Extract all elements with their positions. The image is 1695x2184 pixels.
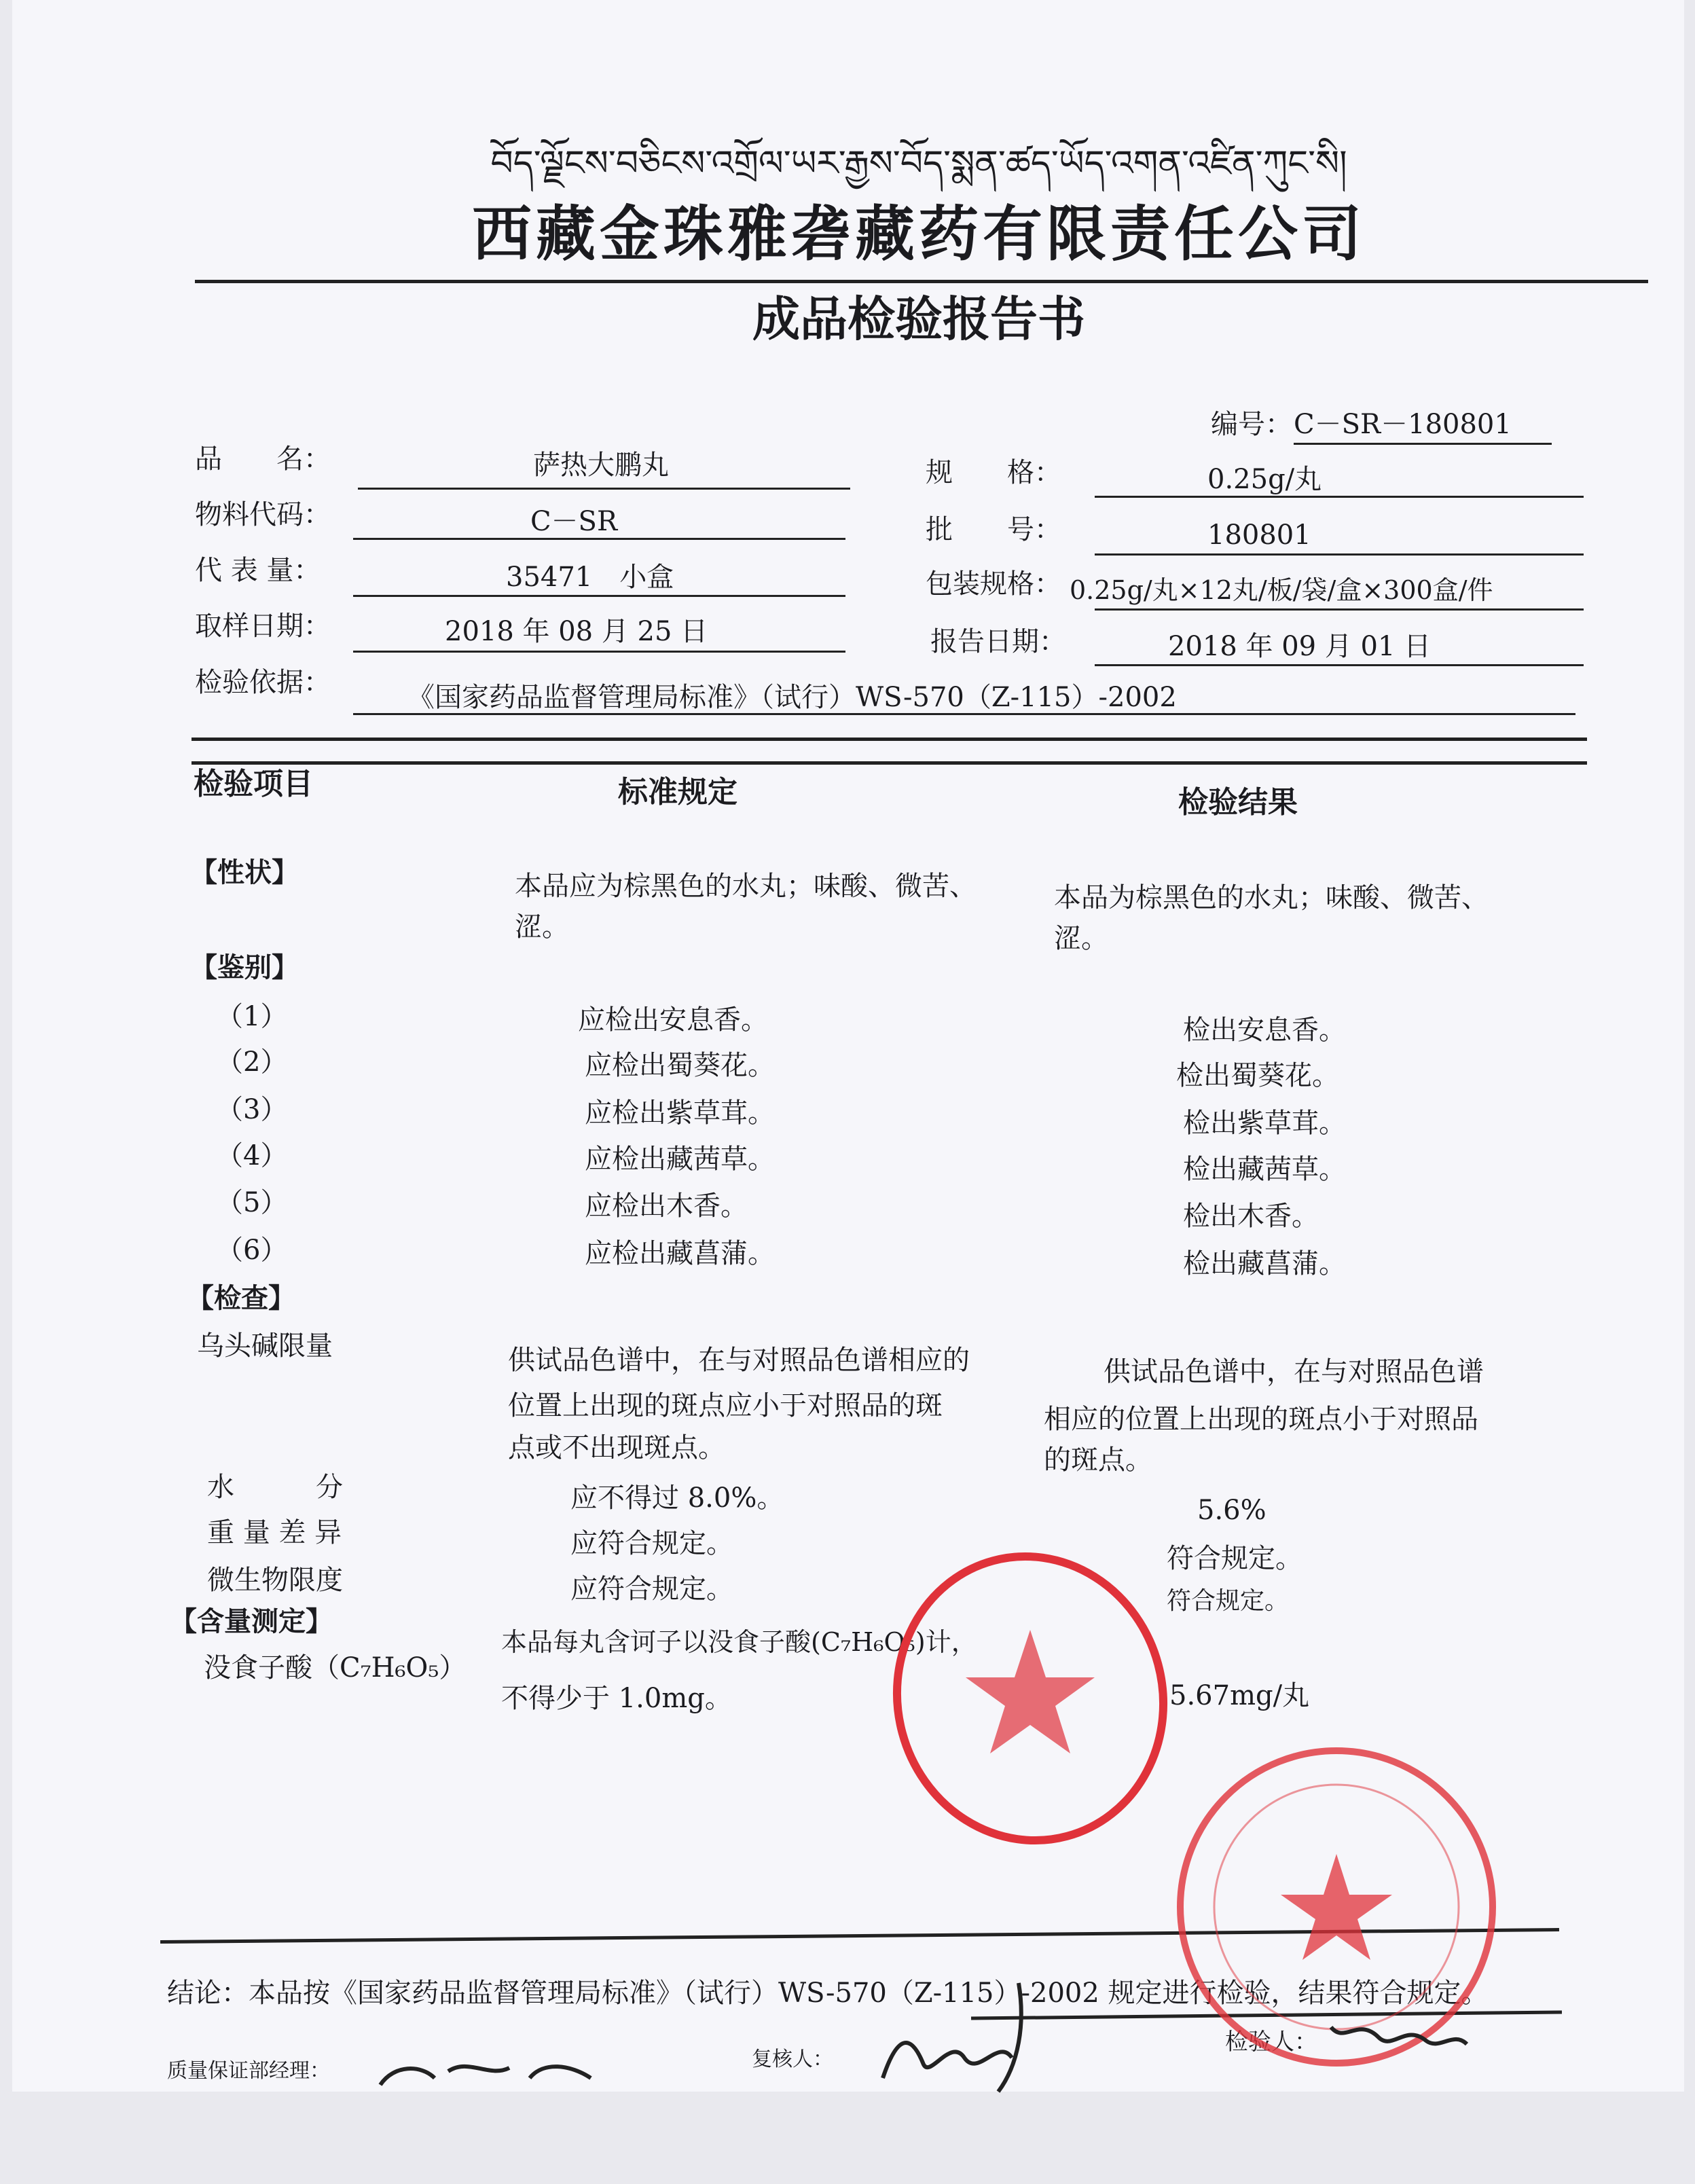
section-identification: 【鉴别】: [190, 951, 299, 983]
microbe-label: 微生物限度: [207, 1565, 343, 1596]
basis-label: 检验依据：: [195, 667, 331, 698]
product-name: 萨热大鹏丸: [533, 450, 669, 481]
qa-manager-label: 质量保证部经理：: [167, 2059, 330, 2083]
id-number: （6）: [216, 1235, 288, 1266]
std-text: 应不得过 8.0%。: [570, 1482, 784, 1514]
report-date: 2018 年 09 月 01 日: [1168, 631, 1432, 662]
std-text: 本品每丸含诃子以没食子酸(C₇H₆O₅)计，: [501, 1627, 977, 1657]
report-date-label: 报告日期：: [930, 626, 1066, 657]
id-number: （1）: [216, 1001, 288, 1032]
spec-label: 规 格：: [926, 457, 1061, 488]
result-text: 检出蜀葵花。: [1176, 1060, 1339, 1091]
signature-reviewer: [883, 1983, 1021, 2092]
tibetan-company-name: བོད་ལྗོངས་བཅིངས་འགྲོལ་ཡར་རྒྱས་བོད་སྨན་ཚད་ཡོད་འགན་འཛིན་ཀུང་སི།: [490, 143, 1347, 184]
result-text: 本品为棕黑色的水丸；味酸、微苦、: [1054, 882, 1489, 913]
std-text: 供试品色谱中，在与对照品色谱相应的: [508, 1345, 970, 1376]
std-text: 应检出藏菖蒲。: [585, 1238, 775, 1269]
id-number: （4）: [216, 1140, 288, 1171]
signature-inspector: [1331, 2027, 1467, 2044]
quality-stamp: [865, 1527, 1195, 1871]
result-text: 供试品色谱中，在与对照品色谱: [1104, 1356, 1484, 1387]
inspector-label: 检验人：: [1225, 2028, 1317, 2056]
weight-label: 重 量 差 异: [207, 1517, 342, 1548]
id-number: （2）: [216, 1046, 288, 1078]
id-number: （5）: [216, 1187, 288, 1218]
section-inspection: 【检查】: [187, 1282, 295, 1314]
std-text: 应检出藏茜草。: [585, 1144, 775, 1175]
std-text: 涩。: [515, 911, 569, 943]
std-text: 应检出木香。: [585, 1190, 748, 1222]
company-qa-stamp: [1180, 1751, 1493, 2063]
quantity-label: 代 表 量：: [195, 555, 321, 586]
sample-date: 2018 年 08 月 25 日: [445, 616, 708, 647]
std-text: 位置上出现的斑点应小于对照品的斑: [508, 1390, 943, 1421]
result-text: 5.67mg/丸: [1169, 1680, 1310, 1711]
conclusion: 结论：本品按《国家药品监督管理局标准》（试行）WS-570（Z-115）-2002 规定进行检验，结果符合规定。: [167, 1978, 1489, 2009]
result-text: 5.6%: [1197, 1495, 1266, 1526]
result-text: 相应的位置上出现的斑点小于对照品: [1044, 1404, 1478, 1435]
std-text: 点或不出现斑点。: [508, 1432, 725, 1463]
package-spec: 0.25g/丸×12丸/板/袋/盒×300盒/件: [1070, 575, 1493, 605]
moisture-label: 水 分: [207, 1472, 343, 1503]
std-text: 应检出蜀葵花。: [585, 1050, 775, 1081]
result-text: 检出紫草茸。: [1183, 1108, 1346, 1139]
section-assay: 【含量测定】: [170, 1605, 333, 1637]
package-label: 包装规格：: [926, 568, 1061, 600]
report-number: C－SR－180801: [1294, 409, 1512, 440]
result-text: 检出木香。: [1183, 1201, 1319, 1232]
header-standard: 标准规定: [618, 775, 737, 809]
std-text: 应符合规定。: [570, 1573, 733, 1605]
batch-number: 180801: [1207, 520, 1311, 551]
result-text: 的斑点。: [1044, 1444, 1152, 1476]
std-text: 应符合规定。: [570, 1528, 733, 1559]
material-code: C－SR: [530, 506, 618, 537]
spec: 0.25g/丸: [1207, 464, 1322, 495]
header-result: 检验结果: [1178, 785, 1298, 820]
id-number: （3）: [216, 1094, 288, 1125]
result-text: 符合规定。: [1167, 1587, 1290, 1615]
assay-item: 没食子酸（C₇H₆O₅）: [204, 1652, 467, 1684]
result-text: 符合规定。: [1167, 1543, 1302, 1574]
report-title: 成品检验报告书: [752, 291, 1085, 347]
result-text: 检出藏茜草。: [1183, 1154, 1346, 1185]
header-item: 检验项目: [194, 767, 313, 801]
std-text: 不得少于 1.0mg。: [501, 1683, 732, 1714]
inspection-basis: 《国家药品监督管理局标准》（试行）WS-570（Z-115）-2002: [407, 682, 1177, 713]
section-character: 【性状】: [190, 856, 299, 888]
batch-label: 批 号：: [926, 514, 1061, 545]
reviewer-label: 复核人：: [752, 2047, 833, 2071]
report-number-label: 编号：: [1211, 409, 1292, 440]
name-label: 品 名：: [195, 443, 331, 475]
signature-qa-manager: [380, 2067, 591, 2085]
std-text: 本品应为棕黑色的水丸；味酸、微苦、: [515, 871, 977, 902]
sample-date-label: 取样日期：: [195, 611, 331, 642]
quantity: 35471 小盒: [506, 562, 674, 593]
std-text: 应检出紫草茸。: [585, 1097, 775, 1129]
result-text: 涩。: [1054, 923, 1108, 954]
std-text: 应检出安息香。: [578, 1004, 768, 1036]
aconitine-label: 乌头碱限量: [197, 1330, 333, 1362]
code-label: 物料代码：: [195, 499, 331, 530]
result-text: 检出安息香。: [1183, 1015, 1346, 1046]
company-name: 西藏金珠雅砻藏药有限责任公司: [471, 198, 1366, 269]
result-text: 检出藏菖蒲。: [1183, 1248, 1346, 1279]
